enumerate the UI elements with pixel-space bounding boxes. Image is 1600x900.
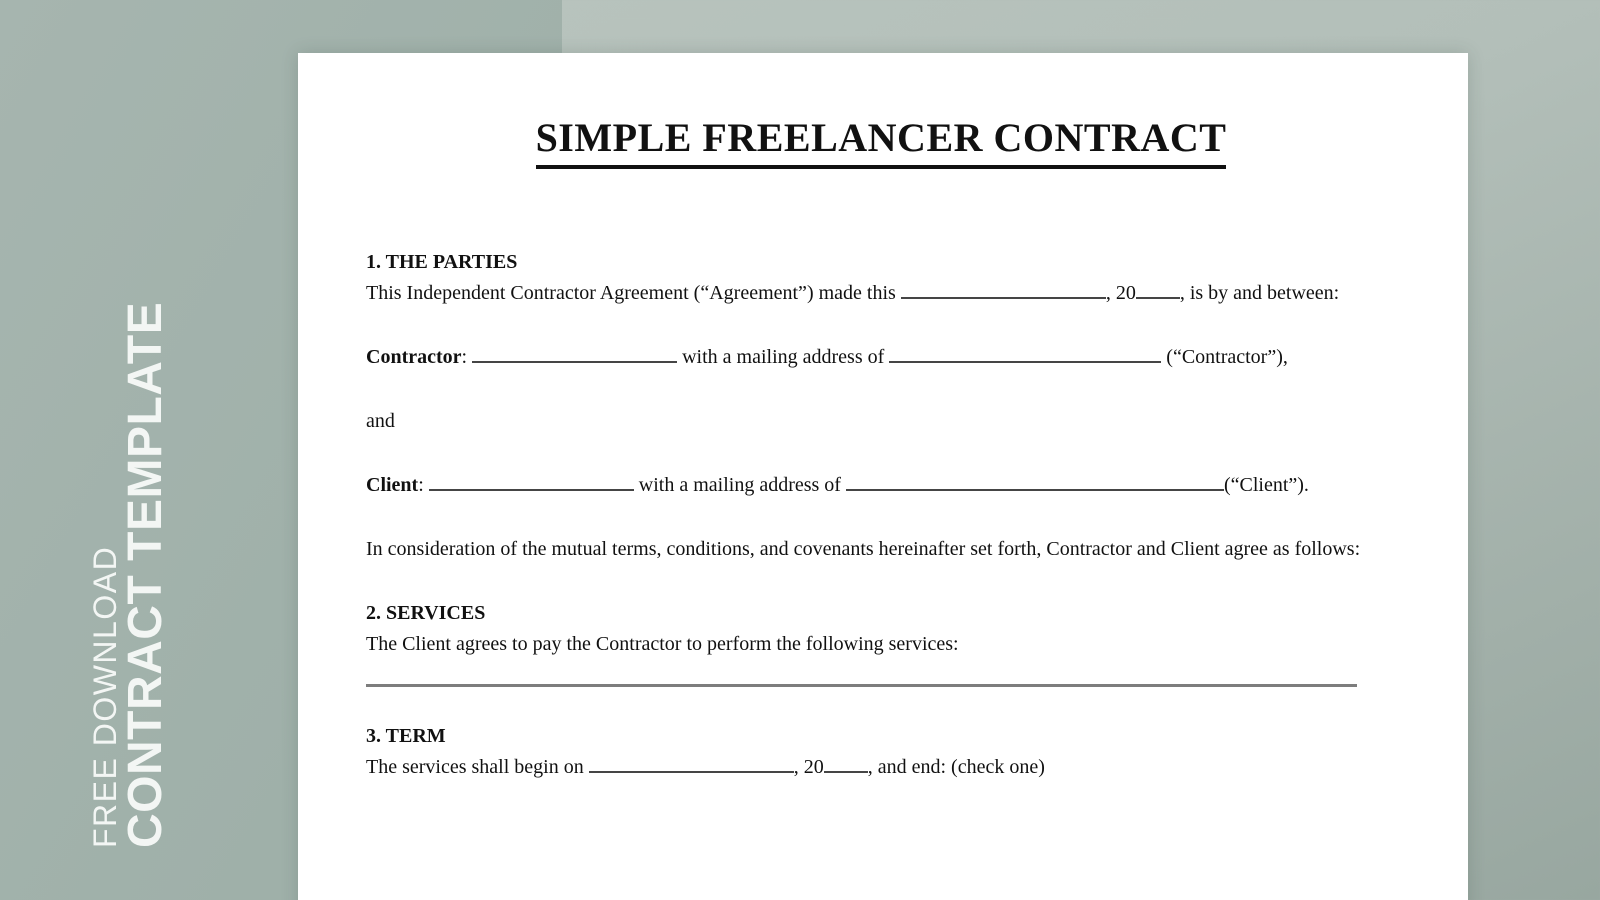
paragraph: In consideration of the mutual terms, conditions, and covenants hereinafter set forth, Contractor and Client agree as follows: — [366, 538, 1361, 560]
section-heading: 3. TERM — [366, 725, 446, 747]
services-blank-rule — [366, 684, 1357, 687]
section-heading: 1. THE PARTIES — [366, 251, 518, 273]
blank-field — [589, 753, 794, 773]
blank-field — [429, 471, 634, 491]
paragraph-lead-in: Client — [366, 474, 419, 496]
paragraph: and — [366, 410, 395, 432]
contract-page — [298, 53, 1468, 900]
blank-field — [846, 471, 1224, 491]
paragraph: The Client agrees to pay the Contractor to perform the following services: — [366, 633, 959, 655]
blank-field — [889, 343, 1161, 363]
template-name-label: CONTRACT TEMPLATE — [119, 301, 172, 848]
blank-field — [824, 753, 868, 773]
paragraph: The services shall begin on , 20 , and end: (check one) — [366, 752, 1396, 783]
document-body — [366, 247, 1396, 783]
section-heading: 2. SERVICES — [366, 602, 486, 624]
blank-field — [472, 343, 677, 363]
document-title-text: SIMPLE FREELANCER CONTRACT — [536, 115, 1227, 169]
blank-field — [1136, 279, 1180, 299]
document-title — [366, 115, 1396, 169]
paragraph: This Independent Contractor Agreement (“Agreement”) made this , 20 , is by and between: — [366, 278, 1396, 309]
paragraph-lead-in: Contractor — [366, 346, 462, 368]
paragraph: Contractor: with a mailing address of (“Contractor”), — [366, 342, 1396, 373]
paragraph: Client: with a mailing address of (“Client”). — [366, 470, 1396, 501]
blank-field — [901, 279, 1106, 299]
free-download-label: FREE DOWNLOAD — [87, 545, 123, 848]
